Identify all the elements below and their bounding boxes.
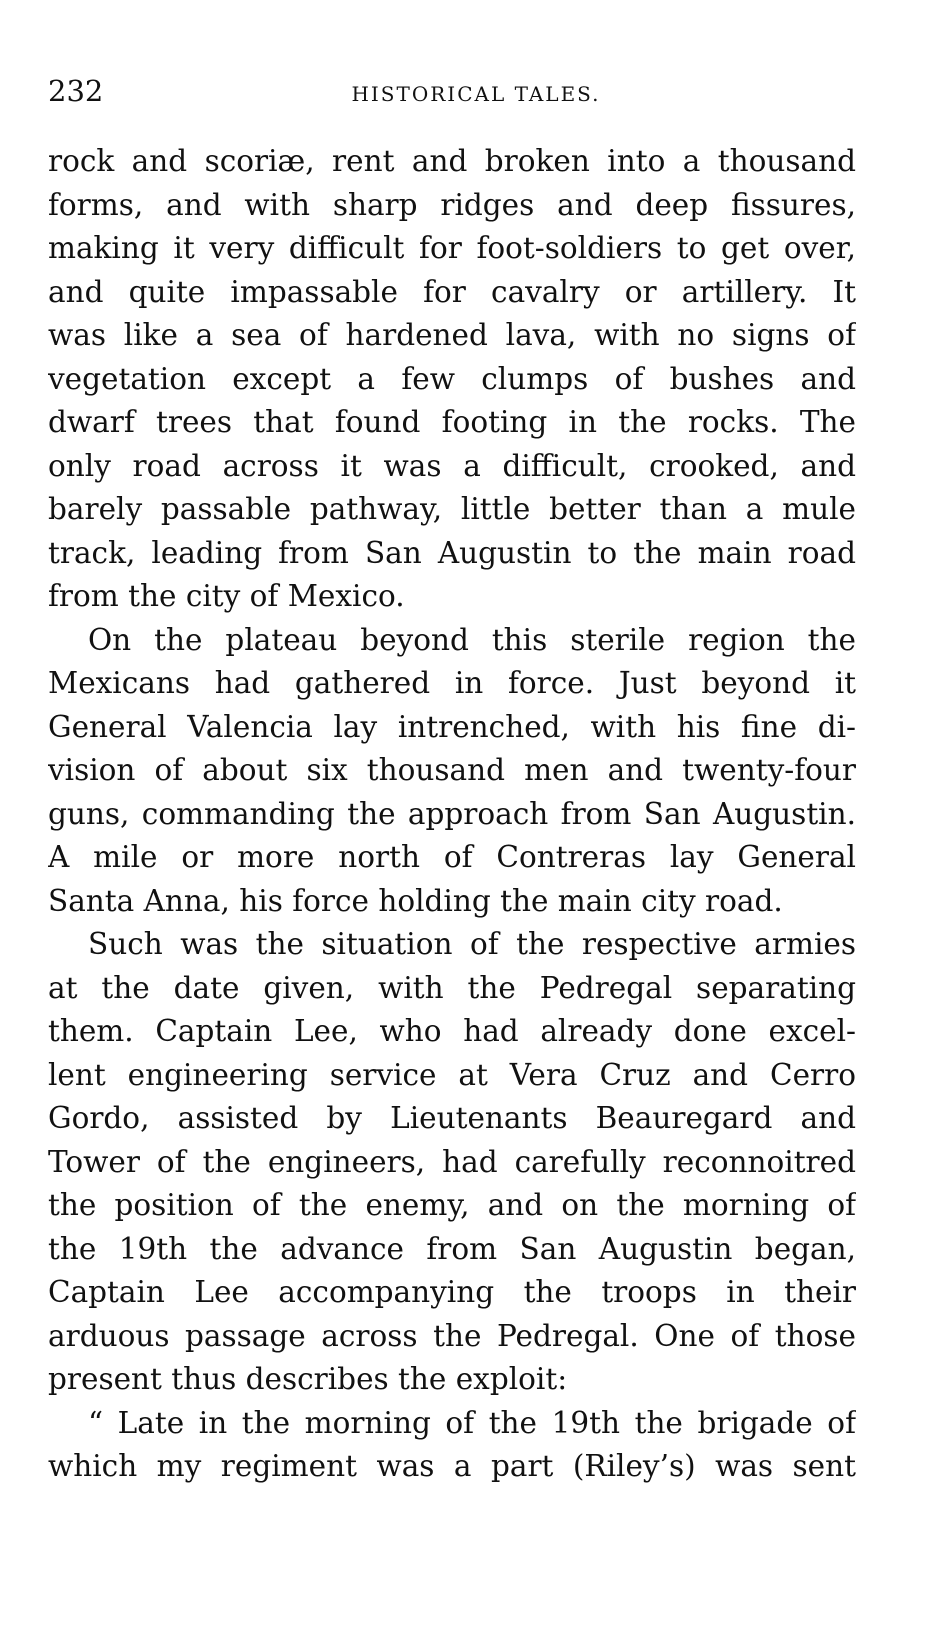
text-line: making it very difficult for foot-soldiers to get over, [48, 231, 856, 265]
paragraph [48, 923, 856, 1402]
text-line: guns, commanding the approach from San Augustin. [48, 796, 856, 831]
text-line: rock and scoriæ, rent and broken into a thousand [48, 144, 856, 178]
text-line: Mexicans had gathered in force. Just beyond it [48, 666, 856, 700]
text-line: Captain Lee accompanying the troops in their [48, 1275, 856, 1309]
text-line: General Valencia lay intrenched, with his fine di- [48, 709, 856, 744]
text-line: lent engineering service at Vera Cruz and Cerro [48, 1057, 856, 1092]
text-line: vegetation except a few clumps of bushes and [48, 361, 856, 396]
text-line: vision of about six thousand men and twenty-four [48, 753, 856, 787]
text-line: Gordo, assisted by Lieutenants Beauregard and [48, 1101, 856, 1135]
paragraph [48, 1402, 856, 1489]
paragraph [48, 140, 856, 619]
text-line: Tower of the engineers, had carefully reconnoitred [48, 1144, 856, 1179]
page-number: 232 [48, 74, 104, 108]
text-line: from the city of Mexico. [48, 579, 405, 613]
text-line: was like a sea of hardened lava, with no signs of [48, 318, 856, 352]
body-text [48, 140, 856, 1489]
text-line: the 19th the advance from San Augustin began, [48, 1231, 856, 1266]
text-line: only road across it was a difficult, crooked, and [48, 448, 856, 483]
running-title: HISTORICAL TALES. [351, 82, 601, 106]
text-line: A mile or more north of Contreras lay General [48, 840, 856, 874]
text-line: Such was the situation of the respective armies [88, 927, 856, 961]
text-line: which my regiment was a part (Riley’s) was sent [48, 1449, 856, 1483]
text-line: at the date given, with the Pedregal separating [48, 970, 856, 1005]
text-line: “ Late in the morning of the 19th the brigade of [88, 1405, 856, 1440]
text-line: them. Captain Lee, who had already done excel- [48, 1014, 856, 1048]
text-line: track, leading from San Augustin to the main road [48, 535, 856, 570]
page-header [48, 74, 904, 114]
text-line: the position of the enemy, and on the morning of [48, 1188, 856, 1222]
text-line: arduous passage across the Pedregal. One of those [48, 1318, 856, 1353]
text-line: dwarf trees that found footing in the rocks. The [48, 405, 856, 439]
text-line: present thus describes the exploit: [48, 1362, 568, 1396]
text-line: and quite impassable for cavalry or artillery. It [48, 274, 856, 309]
text-line: Santa Anna, his force holding the main city road. [48, 883, 783, 918]
paragraph [48, 619, 856, 924]
text-line: forms, and with sharp ridges and deep fissures, [48, 187, 856, 222]
text-line: barely passable pathway, little better than a mule [48, 492, 856, 526]
text-line: On the plateau beyond this sterile region the [88, 622, 856, 657]
